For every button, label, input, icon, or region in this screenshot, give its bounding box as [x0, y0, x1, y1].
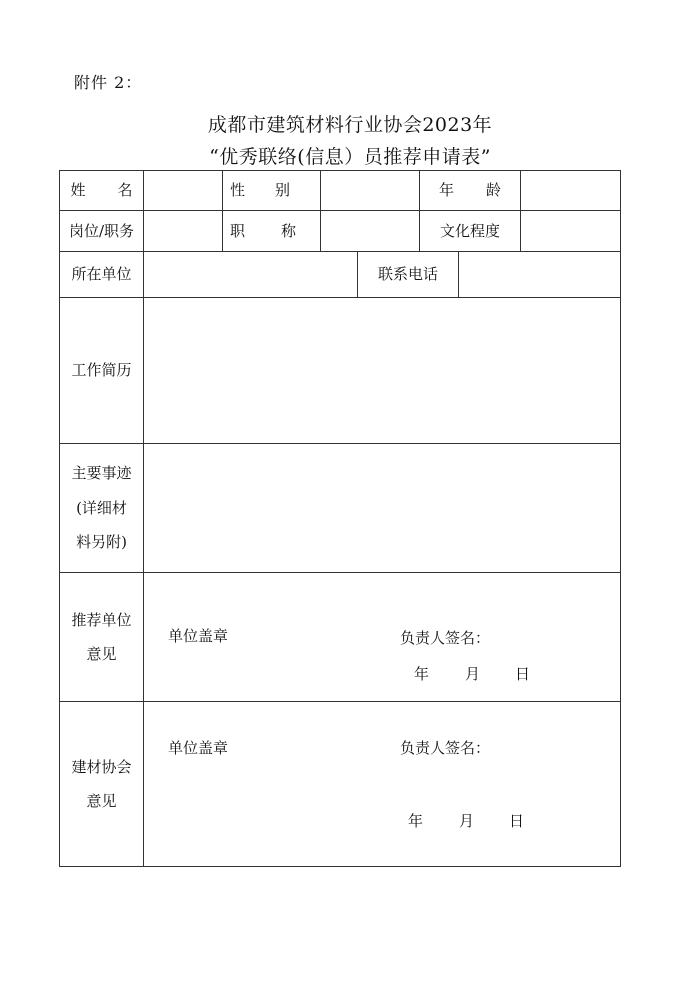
title-label [223, 211, 320, 251]
age-field[interactable] [521, 171, 620, 210]
education-field[interactable] [521, 211, 620, 251]
name-label [60, 171, 143, 210]
name-label-char1: 姓 [70, 181, 86, 199]
association-label-line2: 意见 [86, 792, 117, 810]
association-label [60, 702, 143, 866]
association-seal-label: 单位盖章 [168, 739, 229, 757]
phone-field[interactable] [459, 252, 620, 297]
recommend-signature-label: 负责人签名： [400, 629, 491, 647]
gender-label [223, 171, 320, 210]
unit-field[interactable] [144, 252, 357, 297]
deeds-label-line3: 料另附) [76, 533, 127, 552]
unit-label: 所在单位 [71, 265, 132, 283]
form-subtitle: “优秀联络(信息）员推荐申请表” [209, 146, 491, 168]
table-border-right [620, 170, 621, 867]
education-label: 文化程度 [439, 221, 500, 240]
recommend-label [60, 573, 143, 701]
association-date-month: 月 [459, 812, 475, 830]
gender-label-char1: 性 [230, 181, 246, 199]
resume-label: 工作简历 [71, 361, 132, 379]
deeds-label [60, 444, 143, 572]
name-label-char2: 名 [117, 181, 133, 199]
age-label-char2: 龄 [485, 181, 501, 199]
phone-label: 联系电话 [377, 265, 438, 283]
deeds-field[interactable] [144, 444, 620, 572]
position-field[interactable] [144, 211, 222, 251]
deeds-label-line2: (详细材 [76, 498, 127, 517]
recommend-label-line2: 意见 [86, 645, 117, 663]
gender-field[interactable] [321, 171, 419, 210]
recommend-date-month: 月 [465, 665, 481, 683]
association-date-year: 年 [408, 812, 424, 830]
name-field[interactable] [144, 171, 222, 210]
recommend-date-year: 年 [414, 665, 430, 683]
title-label-char1: 职 [230, 221, 246, 240]
recommend-date-day: 日 [515, 665, 531, 683]
attachment-label: 附件 2： [74, 73, 143, 92]
deeds-label-line1: 主要事迹 [71, 464, 132, 483]
age-label [420, 171, 520, 210]
title-label-char2: 称 [280, 221, 296, 240]
recommend-seal-label: 单位盖章 [168, 627, 229, 645]
association-signature-label: 负责人签名： [400, 739, 491, 757]
position-label: 岗位/职务 [68, 221, 135, 240]
form-title: 成都市建筑材料行业协会2023年 [207, 114, 493, 136]
age-label-char1: 年 [439, 181, 455, 199]
title-field[interactable] [321, 211, 419, 251]
gender-label-char2: 别 [274, 181, 290, 199]
association-date-day: 日 [509, 812, 525, 830]
recommend-label-line1: 推荐单位 [71, 610, 132, 629]
association-label-line1: 建材协会 [71, 757, 132, 776]
resume-field[interactable] [144, 298, 620, 443]
